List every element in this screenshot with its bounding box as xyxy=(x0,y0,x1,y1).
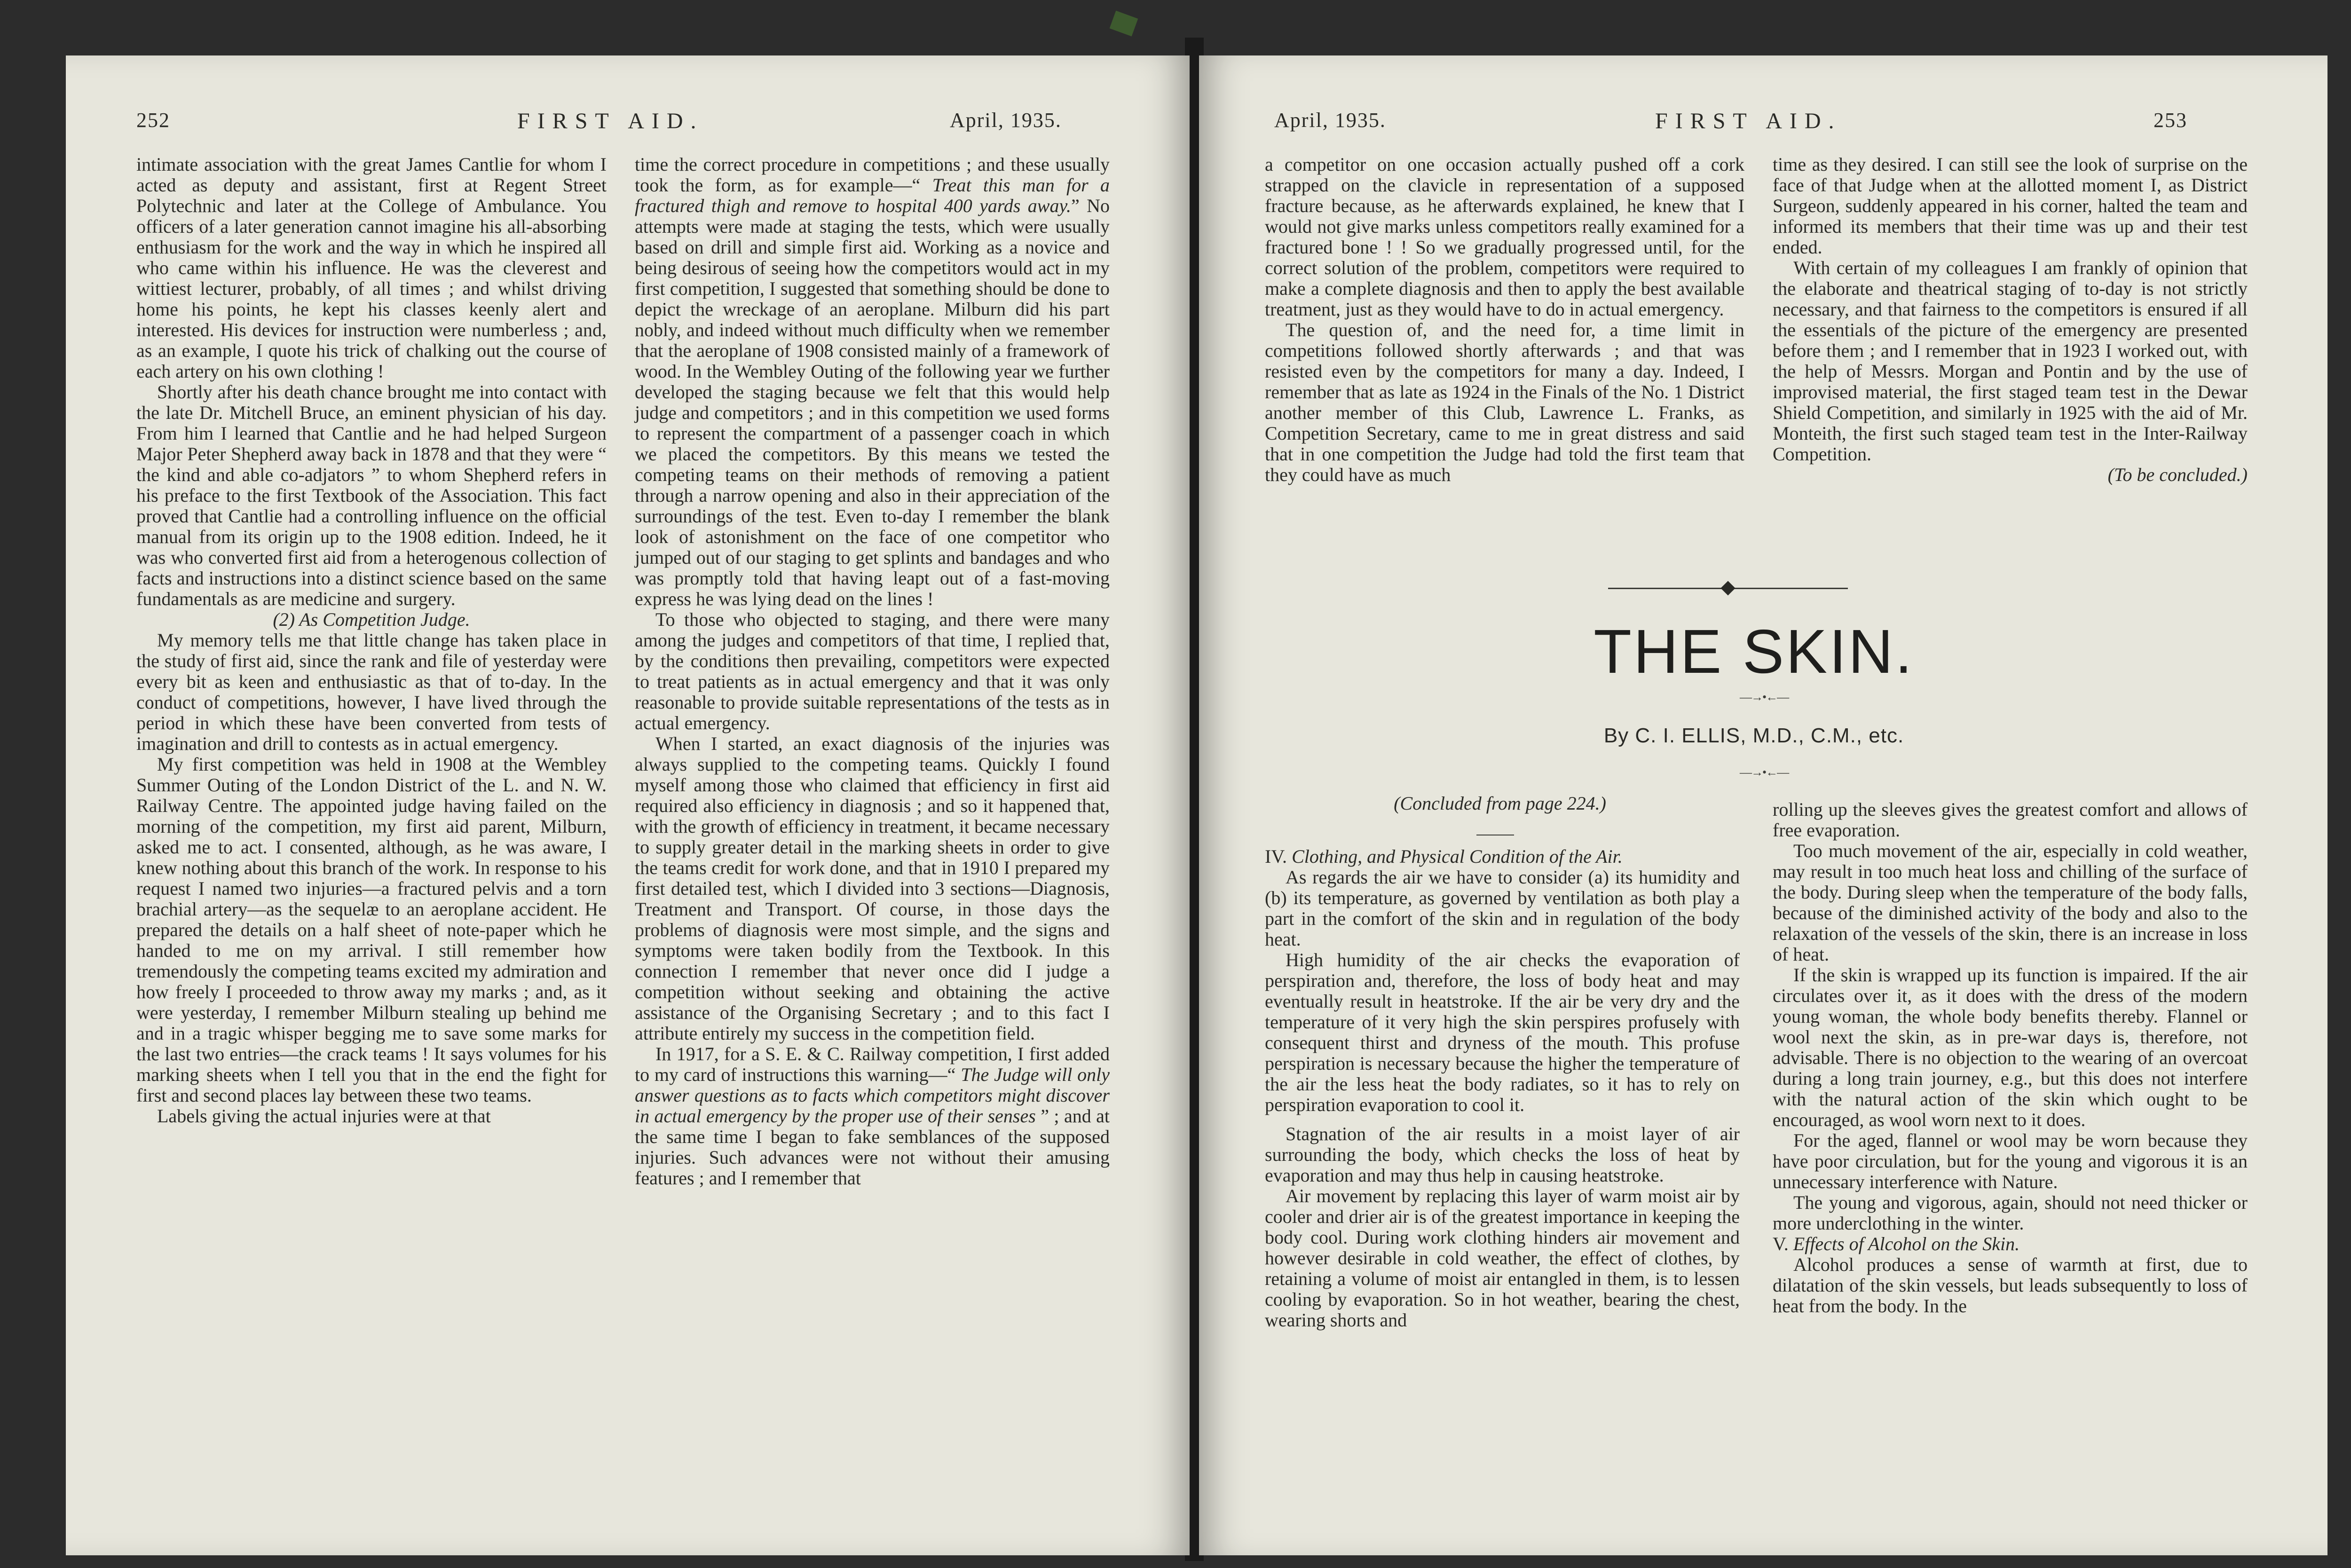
section-heading xyxy=(1265,846,1740,867)
paragraph: Shortly after his death chance brought me into contact with the late Dr. Mitchell Bruce, an eminent physician of his day. From him I learned that Cantlie and he had helped Surgeon Major Peter Shepherd away back in 1878 and that they were “ the kind and able co-adjators ” to whom Shepherd refers in his preface to the first Textbook of the Association. This fact proved that Cantlie had a controlling influence on the official manual from its origin up to the 1908 edition. Indeed, he it was who converted first aid from a heterogenous collection of facts and instructions into a distinct science based on the same fundamentals as are medicine and surgery. xyxy=(136,381,607,609)
issue-date: April, 1935. xyxy=(1274,109,1386,132)
section-number: V. xyxy=(1773,1233,1789,1254)
bookmark-ribbon xyxy=(1110,11,1138,37)
text-run: In 1917, for a S. E. & C. Railway competition, I first added to my card of instructions this warning—“ xyxy=(635,1043,1110,1085)
page-number: 253 xyxy=(2154,109,2187,132)
paragraph: With certain of my colleagues I am frankly of opinion that the elaborate and theatrical staging of to-day is not strictly necessary, and that fairness to the competitors is ensured if all the essentials of the picture of the emergency are presented before them ; and I remember that in 1923 I worked out, with the help of Messrs. Morgan and Pontin and by the use of improvised material, the first staged team test in the Dewar Shield Competition, and similarly in 1925 with the aid of Mr. Monteith, the first such staged team test in the Inter-Railway Competition. xyxy=(1773,257,2248,465)
skin-column-1 xyxy=(1265,846,1740,1331)
paragraph: Alcohol produces a sense of warmth at first, due to dilatation of the skin vessels, but leads subsequently to loss of heat from the body. In the xyxy=(1773,1254,2248,1316)
concluded-from-note: (Concluded from page 224.) xyxy=(1394,793,1606,814)
left-column-1 xyxy=(136,154,607,1127)
paragraph: Stagnation of the air results in a moist layer of air surrounding the body, which checks the loss of heat by evaporation and may thus help in causing heatstroke. xyxy=(1265,1123,1740,1186)
to-be-concluded-note: (To be concluded.) xyxy=(2107,464,2248,485)
paragraph: The question of, and the need for, a time limit in competitions followed shortly afterwards ; and that was resisted even by the competitors for many a day. Indeed, I remember that as late as 1924 in the Finals of the No. 1 District another member of this Club, Lawrence L. Franks, as Competition Secretary, came to me in great distress and said that in one competition the Judge had told the first team that they could have as much xyxy=(1265,319,1744,485)
ornament-icon: —→•←— xyxy=(1740,690,1789,704)
left-column-2 xyxy=(635,154,1110,1189)
subheading: (2) As Competition Judge. xyxy=(273,609,470,630)
section-heading xyxy=(1773,1234,2248,1254)
paragraph: When I started, an exact diagnosis of the injuries was always supplied to the competing teams. Quickly I found myself among those who claimed that efficiency in first aid required also efficiency in diagnosis ; and so it happened that, with the growth of efficiency in treatment, it became necessary to supply greater detail in the marking sheets in order to give the teams credit for work done, and that in 1910 I prepared my first detailed test, which I divided into 3 sections—Diagnosis, Treatment and Transport. Of course, in those days the problems of diagnosis were most simple, and the signs and symptoms were taken bodily from the Textbook. In this connection I remember that never once did I judge a competition without seeking and obtaining the active assistance of the Organising Secretary ; and to this fact I attribute entirely my success in the competition field. xyxy=(635,733,1110,1044)
issue-date: April, 1935. xyxy=(950,109,1062,132)
section-title: Clothing, and Physical Condition of the Air. xyxy=(1292,846,1623,867)
running-title: FIRST AID. xyxy=(1655,109,1842,134)
paragraph: Too much movement of the air, especially in cold weather, may result in too much heat loss and chilling of the surface of the body. During sleep when the temperature of the body falls, because of the diminished activity of the body and also to the relaxation of the vessels of the skin, there is an increase in loss of heat. xyxy=(1773,840,2248,965)
right-column-1 xyxy=(1265,154,1744,485)
text-run: time the correct procedure in competitions ; and these usually took the form, as for example—“ xyxy=(635,154,1110,196)
paragraph xyxy=(635,1044,1110,1189)
paragraph: My first competition was held in 1908 at the Wembley Summer Outing of the London District of the L. and N. W. Railway Centre. The appointed judge having failed on the morning of the competition, my first aid parent, Milburn, asked me to act. I consented, although, as he was aware, I knew nothing about this branch of the work. In response to his request I named two injuries—a fractured pelvis and a torn brachial artery—as the sequelæ to an aeroplane accident. He prepared the details on a half sheet of note-paper which he handed to me on my arrival. I still remember how tremendously the competing teams excited my admiration and how freely I proceeded to throw away my marks ; and, as it were yesterday, I remember Milburn stealing up behind me and in a tragic whisper begging me to save some marks for the last two entries—the crack teams ! It says volumes for his marking sheets when I tell you that in the end the fight for first and second places lay between these two teams. xyxy=(136,754,607,1106)
skin-column-2 xyxy=(1773,799,2248,1316)
paragraph: My memory tells me that little change has taken place in the study of first aid, since the rank and file of yesterday were every bit as keen and enthusiastic as that of to-day. In the conduct of competitions, however, I have lived through the period in which these have been converted from tests of imagination and drill to contests as in actual emergency. xyxy=(136,630,607,754)
paragraph xyxy=(635,154,1110,609)
paragraph: The young and vigorous, again, should not need thicker or more underclothing in the winter. xyxy=(1773,1192,2248,1234)
right-column-2 xyxy=(1773,154,2248,485)
paragraph: To those who objected to staging, and there were many among the judges and competitors of that time, I replied that, by the conditions then prevailing, competitors were expected to treat patients as in actual emergency and that it was only reasonable to provide suitable representations of the tests as in actual emergency. xyxy=(635,609,1110,733)
paragraph: Air movement by replacing this layer of warm moist air by cooler and drier air is of the greatest importance in keeping the body cool. During work clothing hinders air movement and however desirable in cold weather, the effect of clothes, by retaining a volume of moist air entangled in them, is to lessen cooling by evaporation. So in hot weather, bearing the chest, wearing shorts and xyxy=(1265,1185,1740,1331)
paragraph: intimate association with the great James Cantlie for whom I acted as deputy and assistant, first at Regent Street Polytechnic and later at the College of Ambulance. You officers of a later generation cannot imagine his all-absorbing enthusiasm for the work and the way in which he inspired all who came within his influence. He was the cleverest and wittiest lecturer, probably, of all times ; and whilst driving home his points, he kept his classes keenly alert and interested. His devices for instruction were numberless ; and, as an example, I quote his trick of chalking out the course of each artery on his own clothing ! xyxy=(136,154,607,382)
paragraph: Labels giving the actual injuries were at that xyxy=(157,1105,491,1127)
paragraph: rolling up the sleeves gives the greatest comfort and allows of free evaporation. xyxy=(1773,799,2248,841)
section-number: IV. xyxy=(1265,846,1287,867)
paragraph: High humidity of the air checks the evaporation of perspiration and, therefore, the loss of body heat and may eventually result in heatstroke. If the air be very dry and the temperature of it very high the skin perspires profusely with consequent thirst and dryness of the mouth. This profuse perspiration is necessary because the higher the temperature of the air the less heat the body radiates, so it has to rely on perspiration evaporation to cool it. xyxy=(1265,949,1740,1115)
section-title: Effects of Alcohol on the Skin. xyxy=(1793,1233,2020,1254)
paragraph: If the skin is wrapped up its function is impaired. If the air circulates over it, as it does with the dress of the modern young woman, the whole body benefits thereby. Flannel or wool next the skin, as in pre-war days is, therefore, not advisable. There is no objection to the wearing of an overcoat during a long train journey, e.g., but this does not interfere with the natural action of the skin which ought to be encouraged, as wool worn next to it does. xyxy=(1773,964,2248,1130)
article-title: THE SKIN. xyxy=(1594,617,1914,686)
page-number: 252 xyxy=(136,109,170,132)
ornament-icon: —→•←— xyxy=(1740,765,1789,779)
left-page xyxy=(66,55,1190,1555)
paragraph: As regards the air we have to consider (a) its humidity and (b) its temperature, as governed by ventilation as both play a part in the comfort of the skin and in regulation of the body heat. xyxy=(1265,867,1740,950)
paragraph: time as they desired. I can still see the look of surprise on the face of that Judge when at the allotted moment I, as District Surgeon, suddenly appeared in his corner, halted the team and informed its members that their time was up and their test ended. xyxy=(1773,154,2248,258)
text-run: ” ; and at the same time I began to fake semblances of the supposed injuries. Such advances were not without their amusing features ; and I remember that xyxy=(635,1105,1110,1189)
italic-quote: The Judge will only answer questions as to facts which competitors might discover in actual emergency by the proper use of their senses xyxy=(635,1064,1110,1127)
italic-quote: Treat this man for a fractured thigh and remove to hospital 400 yards away. xyxy=(635,174,1110,216)
paragraph: a competitor on one occasion actually pushed off a cork strapped on the clavicle in representation of a supposed fracture because, as he afterwards explained, he knew that I would not give marks unless competitors really examined for a fractured bone ! ! So we gradually progressed until, for the correct solution of the problem, competitors were required to make a complete diagnosis and then to apply the best available treatment, just as they would have to do in actual emergency. xyxy=(1265,154,1744,320)
text-run: ” No attempts were made at staging the tests, which were usually based on drill and simple first aid. Working as a novice and being desirous of seeing how the competitors would act in my first competition, I suggested that something should be done to depict the wreckage of an aeroplane. Milburn did his part nobly, and indeed without much difficulty when we remember that the aeroplane of 1908 consisted mainly of a framework of wood. In the Wembley Outing of the following year we further developed the staging because we felt that this would help judge and competitors ; and in this competition we used forms to represent the compartment of a passenger coach in which we placed the competitors. By this means we tested the competing teams on their methods of removing a patient through a narrow opening and also in their appreciation of the surroundings of the test. Even to-day I remember the blank look of astonishment on the face of one competitor who jumped out of our staging to get splints and bandages and who was promptly told that having leapt out of a fast-moving express he was lying dead on the lines ! xyxy=(635,195,1110,609)
article-byline: By C. I. ELLIS, M.D., C.M., etc. xyxy=(1603,724,1904,747)
paragraph: For the aged, flannel or wool may be worn because they have poor circulation, but for the young and vigorous it is an unnecessary interference with Nature. xyxy=(1773,1130,2248,1192)
running-title: FIRST AID. xyxy=(517,109,704,134)
